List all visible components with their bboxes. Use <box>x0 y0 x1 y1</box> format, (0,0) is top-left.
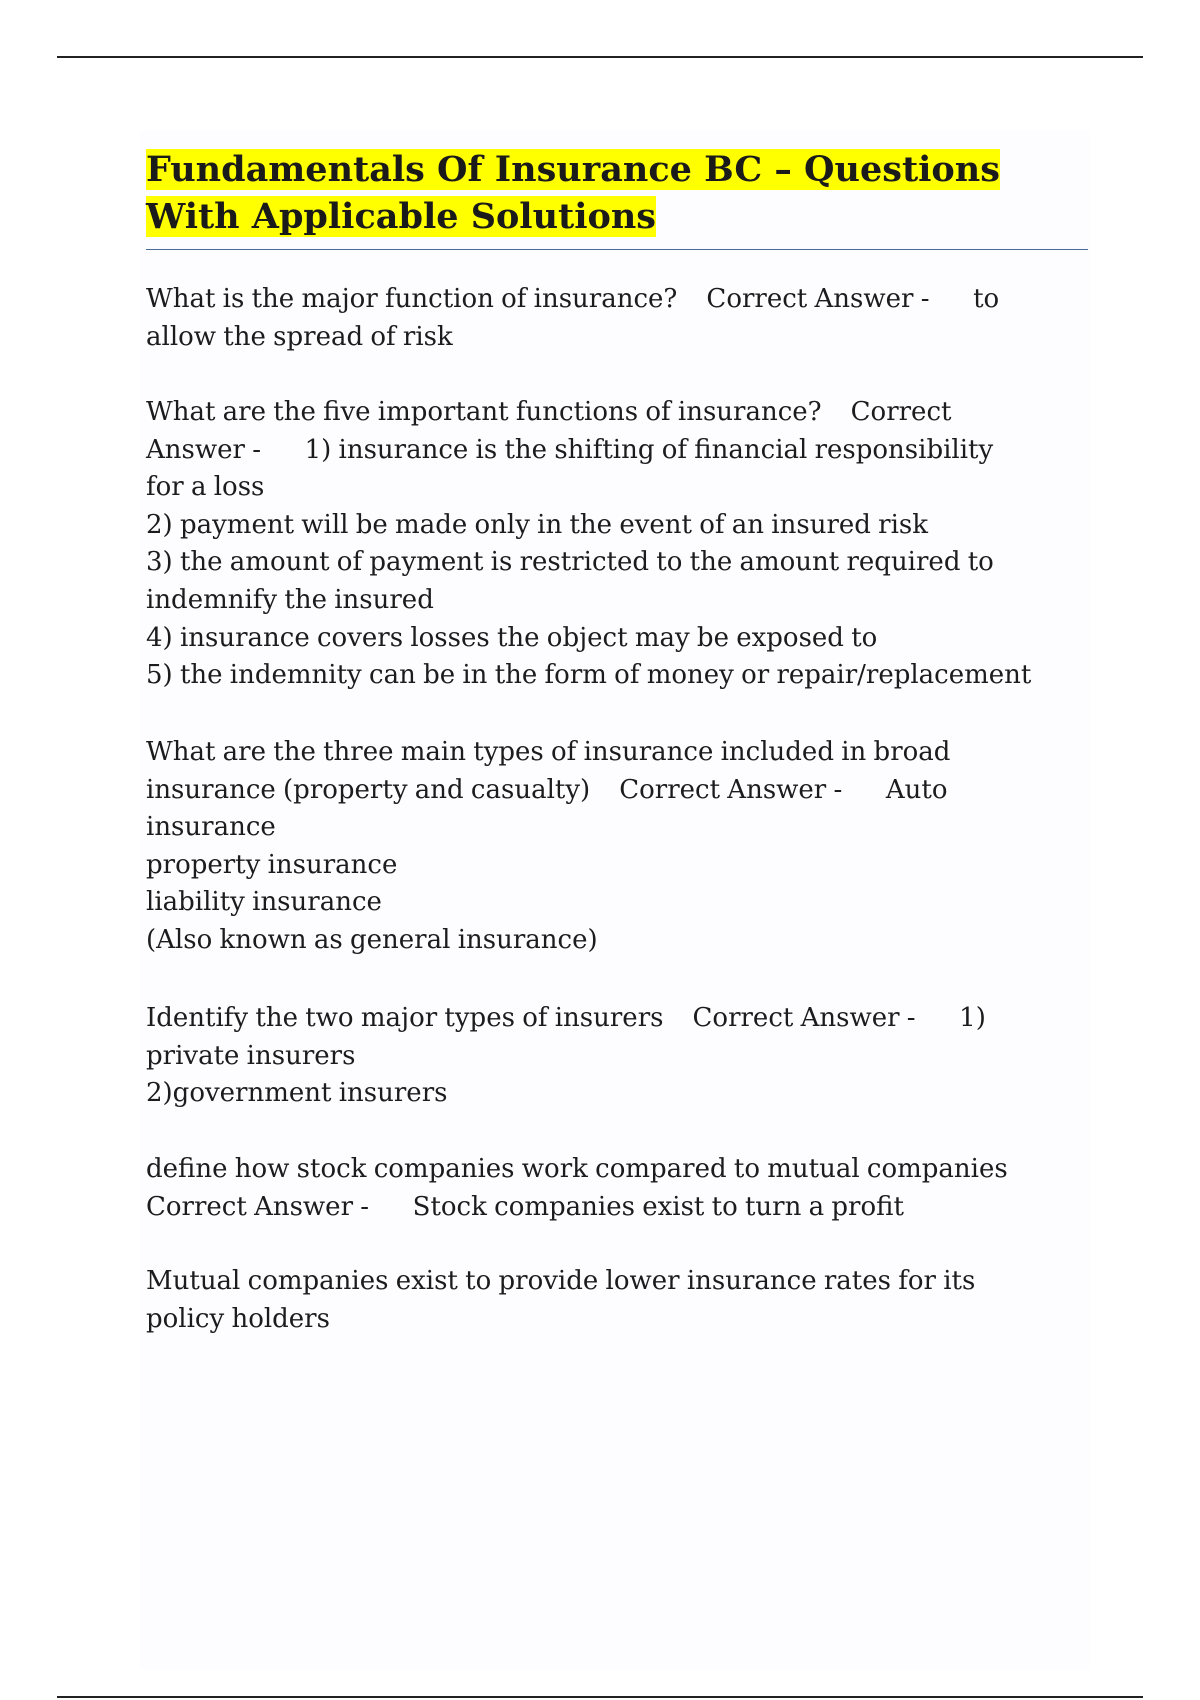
qa-item-2: What are the five important functions of insurance? Correct Answer - 1) insurance is the shifting of financial responsibility for a loss 2) payment will be made only in the event of an insured risk 3) the amount of payment is restricted to the amount required to indemnify the insured 4) insurance covers losses the object may be exposed to 5) the indemnity can be in the form of money or repair/replacement <box>146 397 1032 691</box>
page-title <box>146 146 1088 240</box>
title-block <box>146 146 1088 240</box>
qa-item-3: What are the three main types of insurance included in broad insurance (property and casualty) Correct Answer - Auto insurance property insurance liability insurance (Also known as general insurance) <box>146 737 951 955</box>
title-underline <box>146 249 1088 250</box>
title-highlight: Fundamentals Of Insurance BC – Questions With Applicable Solutions <box>146 149 1000 237</box>
qa-item-4: Identify the two major types of insurers Correct Answer - 1) private insurers 2)government insurers <box>146 1003 986 1109</box>
footer-rule <box>57 1696 1143 1698</box>
qa-item-5-continued: Mutual companies exist to provide lower insurance rates for its policy holders <box>146 1266 976 1334</box>
qa-item-5: define how stock companies work compared to mutual companies Correct Answer - Stock companies exist to turn a profit <box>146 1154 1008 1222</box>
qa-item-1: What is the major function of insurance? Correct Answer - to allow the spread of risk <box>146 284 1000 352</box>
header-rule <box>57 56 1143 58</box>
